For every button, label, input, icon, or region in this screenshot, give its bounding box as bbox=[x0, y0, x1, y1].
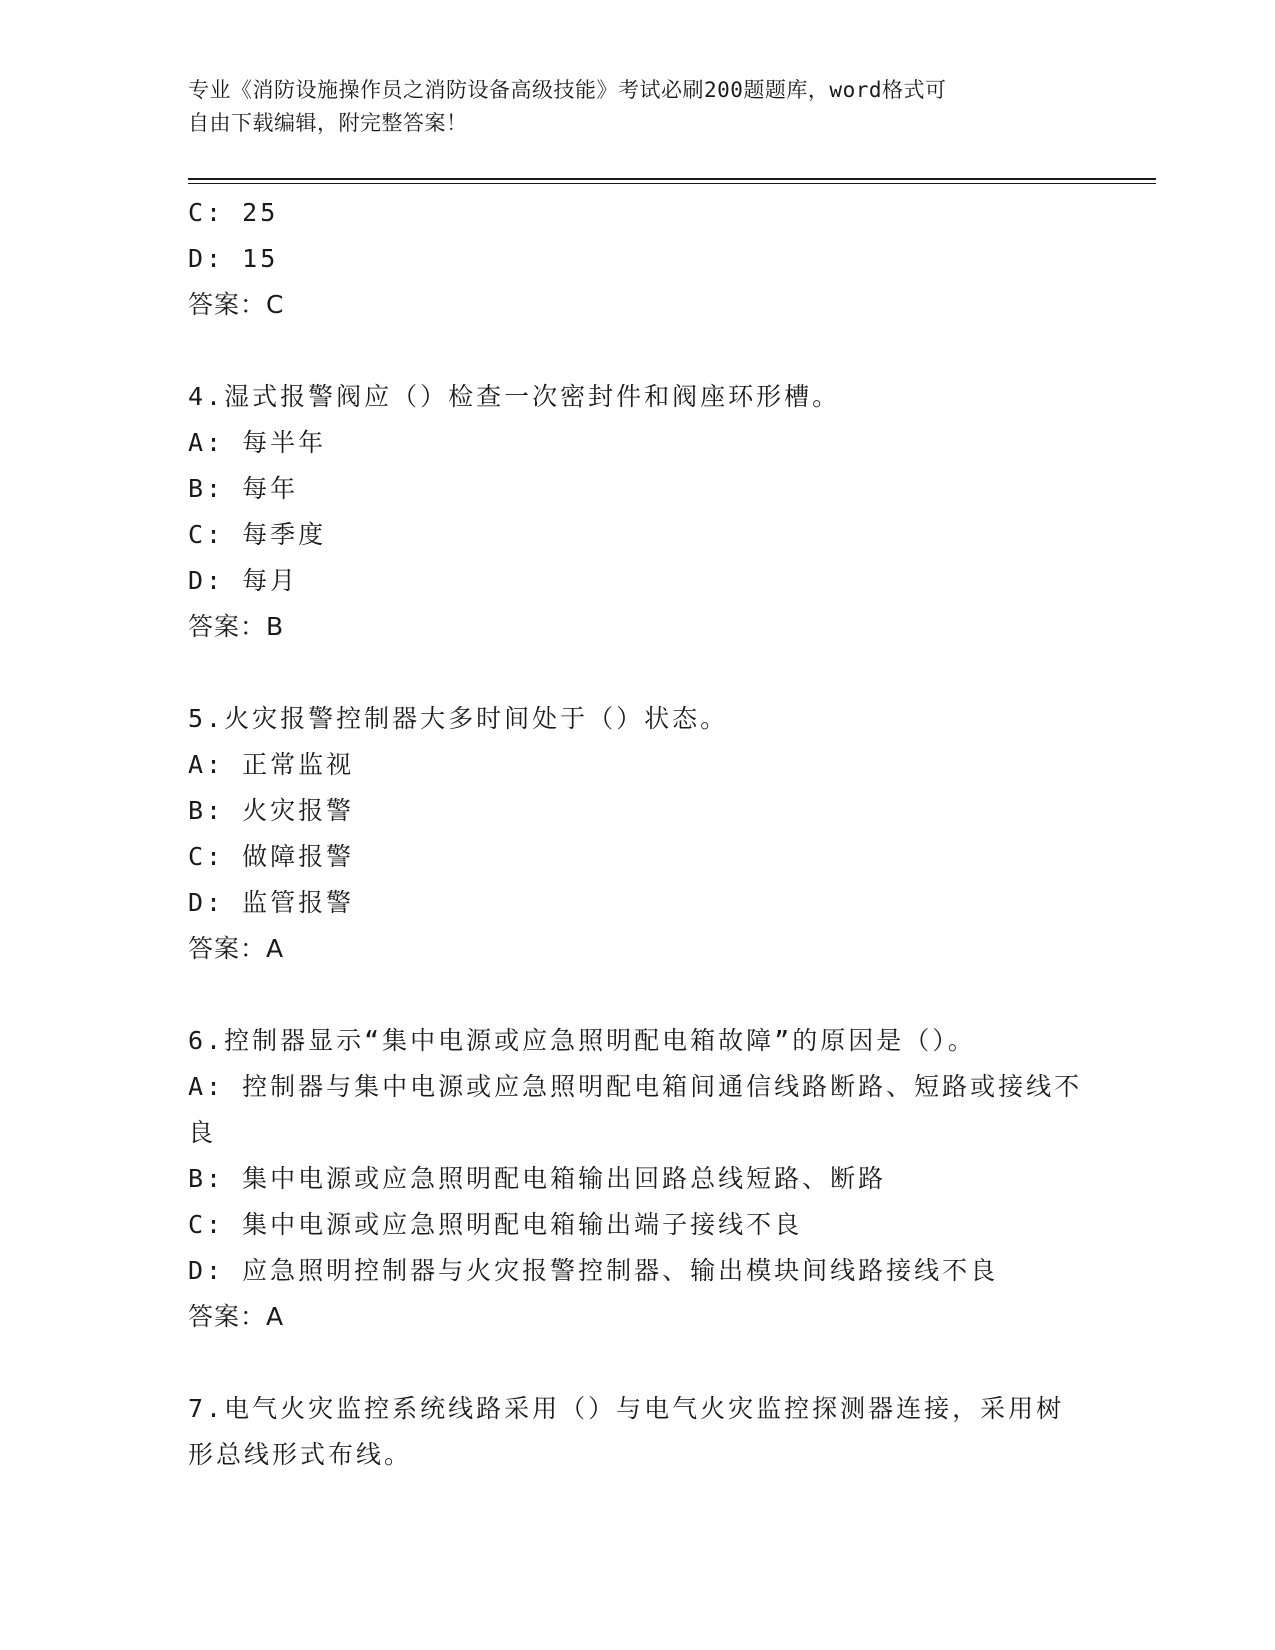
question-stem: 7.电气火灾监控系统线路采用（）与电气火灾监控探测器连接，采用树形总线形式布线。 bbox=[188, 1394, 1065, 1469]
spacer bbox=[188, 650, 1088, 696]
question-4 bbox=[188, 374, 1088, 650]
question-6 bbox=[188, 1018, 1088, 1340]
option-d: D: 监管报警 bbox=[188, 888, 355, 917]
option-b: B: 集中电源或应急照明配电箱输出回路总线短路、断路 bbox=[188, 1164, 887, 1193]
option-d: D: 应急照明控制器与火灾报警控制器、输出模块间线路接线不良 bbox=[188, 1256, 999, 1285]
answer-line: 答案：A bbox=[188, 934, 285, 963]
header-divider-thin bbox=[188, 183, 1156, 184]
question-stem: 4.湿式报警阀应（）检查一次密封件和阀座环形槽。 bbox=[188, 382, 841, 411]
question-stem: 5.火灾报警控制器大多时间处于（）状态。 bbox=[188, 704, 729, 733]
spacer bbox=[188, 1340, 1088, 1386]
option-a: A: 正常监视 bbox=[188, 750, 355, 779]
answer-line: 答案：C bbox=[188, 290, 285, 319]
option-c: C: 集中电源或应急照明配电箱输出端子接线不良 bbox=[188, 1210, 803, 1239]
option-b: B: 火灾报警 bbox=[188, 796, 355, 825]
header-line-2: 自由下载编辑，附完整答案！ bbox=[188, 111, 468, 135]
option-d: D: 15 bbox=[188, 244, 279, 273]
header-divider-thick bbox=[188, 178, 1156, 180]
spacer bbox=[188, 972, 1088, 1018]
document-body bbox=[188, 190, 1088, 1478]
option-d: D: 每月 bbox=[188, 566, 299, 595]
answer-line: 答案：B bbox=[188, 612, 285, 641]
option-c: C: 25 bbox=[188, 198, 279, 227]
spacer bbox=[188, 328, 1088, 374]
header-line-1: 专业《消防设施操作员之消防设备高级技能》考试必刷200题题库，word格式可 bbox=[188, 78, 947, 102]
question-5 bbox=[188, 696, 1088, 972]
question-stem: 6.控制器显示“集中电源或应急照明配电箱故障”的原因是（）。 bbox=[188, 1026, 976, 1055]
option-a: A: 每半年 bbox=[188, 428, 327, 457]
option-a: A: 控制器与集中电源或应急照明配电箱间通信线路断路、短路或接线不良 bbox=[188, 1072, 1083, 1147]
document-header bbox=[188, 74, 1068, 140]
answer-line: 答案：A bbox=[188, 1302, 285, 1331]
question-7 bbox=[188, 1386, 1088, 1478]
question-3-fragment bbox=[188, 190, 1088, 328]
option-c: C: 每季度 bbox=[188, 520, 327, 549]
option-c: C: 做障报警 bbox=[188, 842, 355, 871]
option-b: B: 每年 bbox=[188, 474, 299, 503]
